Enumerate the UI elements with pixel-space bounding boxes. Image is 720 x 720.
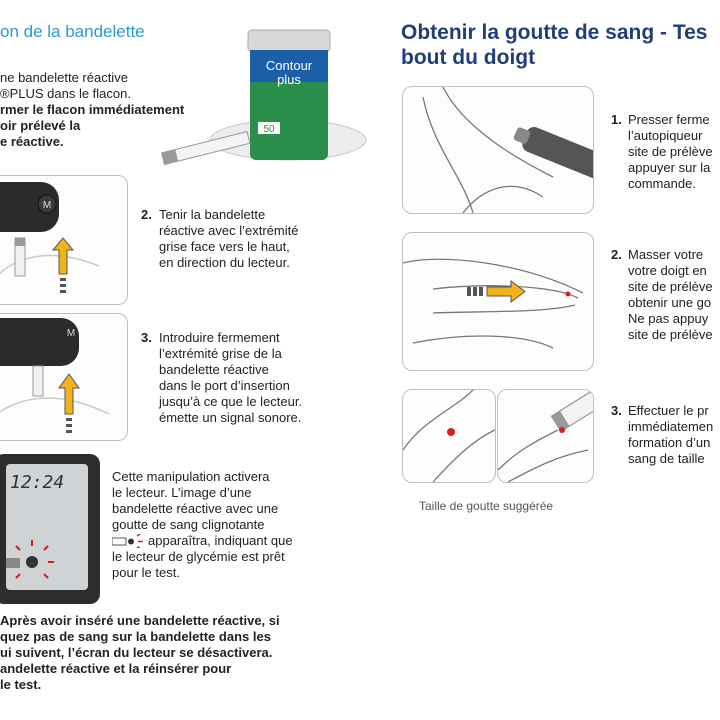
meter-m-button: M (42, 200, 52, 211)
right-step2-illustration (402, 232, 594, 371)
left-step3-text: 3. Introduire fermement l’extrémité grise de la bandelette réactive dans le port d’insertion jusqu’à ce que le lecteur. émette un signal sonore. (141, 330, 303, 425)
meter-activation-text: Cette manipulation activera le lecteur. L’image d’une bandelette réactive avec une goutte de sang clignotante apparaîtra, indiquant que le lecteur de glycémie est prêt pour le test. (112, 469, 293, 580)
vial-brand-line2: plus (277, 72, 301, 87)
left-section-title: on de la bandelette (0, 22, 145, 41)
strip-blood-drop-icon (112, 534, 148, 548)
test-strip-vial-illustration (158, 22, 370, 172)
right-step1-illustration (402, 86, 594, 214)
vial-count: 50 (263, 124, 275, 135)
meter-display-illustration (0, 454, 100, 604)
right-step3-strip-illustration (497, 389, 594, 483)
right-step1-text: 1. Presser ferme l’autopiqueur site de prélève appuyer sur la commande. (611, 112, 713, 191)
left-step2-text: 2. Tenir la bandelette réactive avec l’extrémité grise face vers le haut, en direction du lecteur. (141, 207, 299, 270)
left-step1-text: ne bandelette réactive ®PLUS dans le flacon. rmer le flacon immédiatement oir prélevé la e réactive. (0, 70, 185, 149)
left-step2-illustration (0, 175, 128, 305)
drop-size-caption: Taille de goutte suggérée (419, 499, 554, 513)
left-warning-text: Après avoir inséré une bandelette réactive, si quez pas de sang sur la bandelette dans les ui suivent, l’écran du lecteur se désactivera. andelette réactive et la réinsérer pour le test. (0, 613, 280, 692)
vial-brand-line1: Contour (265, 58, 313, 73)
right-step3-text: 3. Effectuer le pr immédiatemen formation d’un sang de taille (611, 403, 714, 466)
right-step3-drop-illustration (402, 389, 496, 483)
left-step3-illustration (0, 313, 128, 441)
right-section-title: Obtenir la goutte de sang - Tes bout du doigt (401, 21, 708, 69)
right-step2-text: 2. Masser votre votre doigt en site de prélève obtenir une go Ne pas appuy site de prélève (611, 247, 713, 342)
meter-m-button-2: M (66, 328, 76, 339)
meter-time: 12:24 (10, 472, 65, 493)
